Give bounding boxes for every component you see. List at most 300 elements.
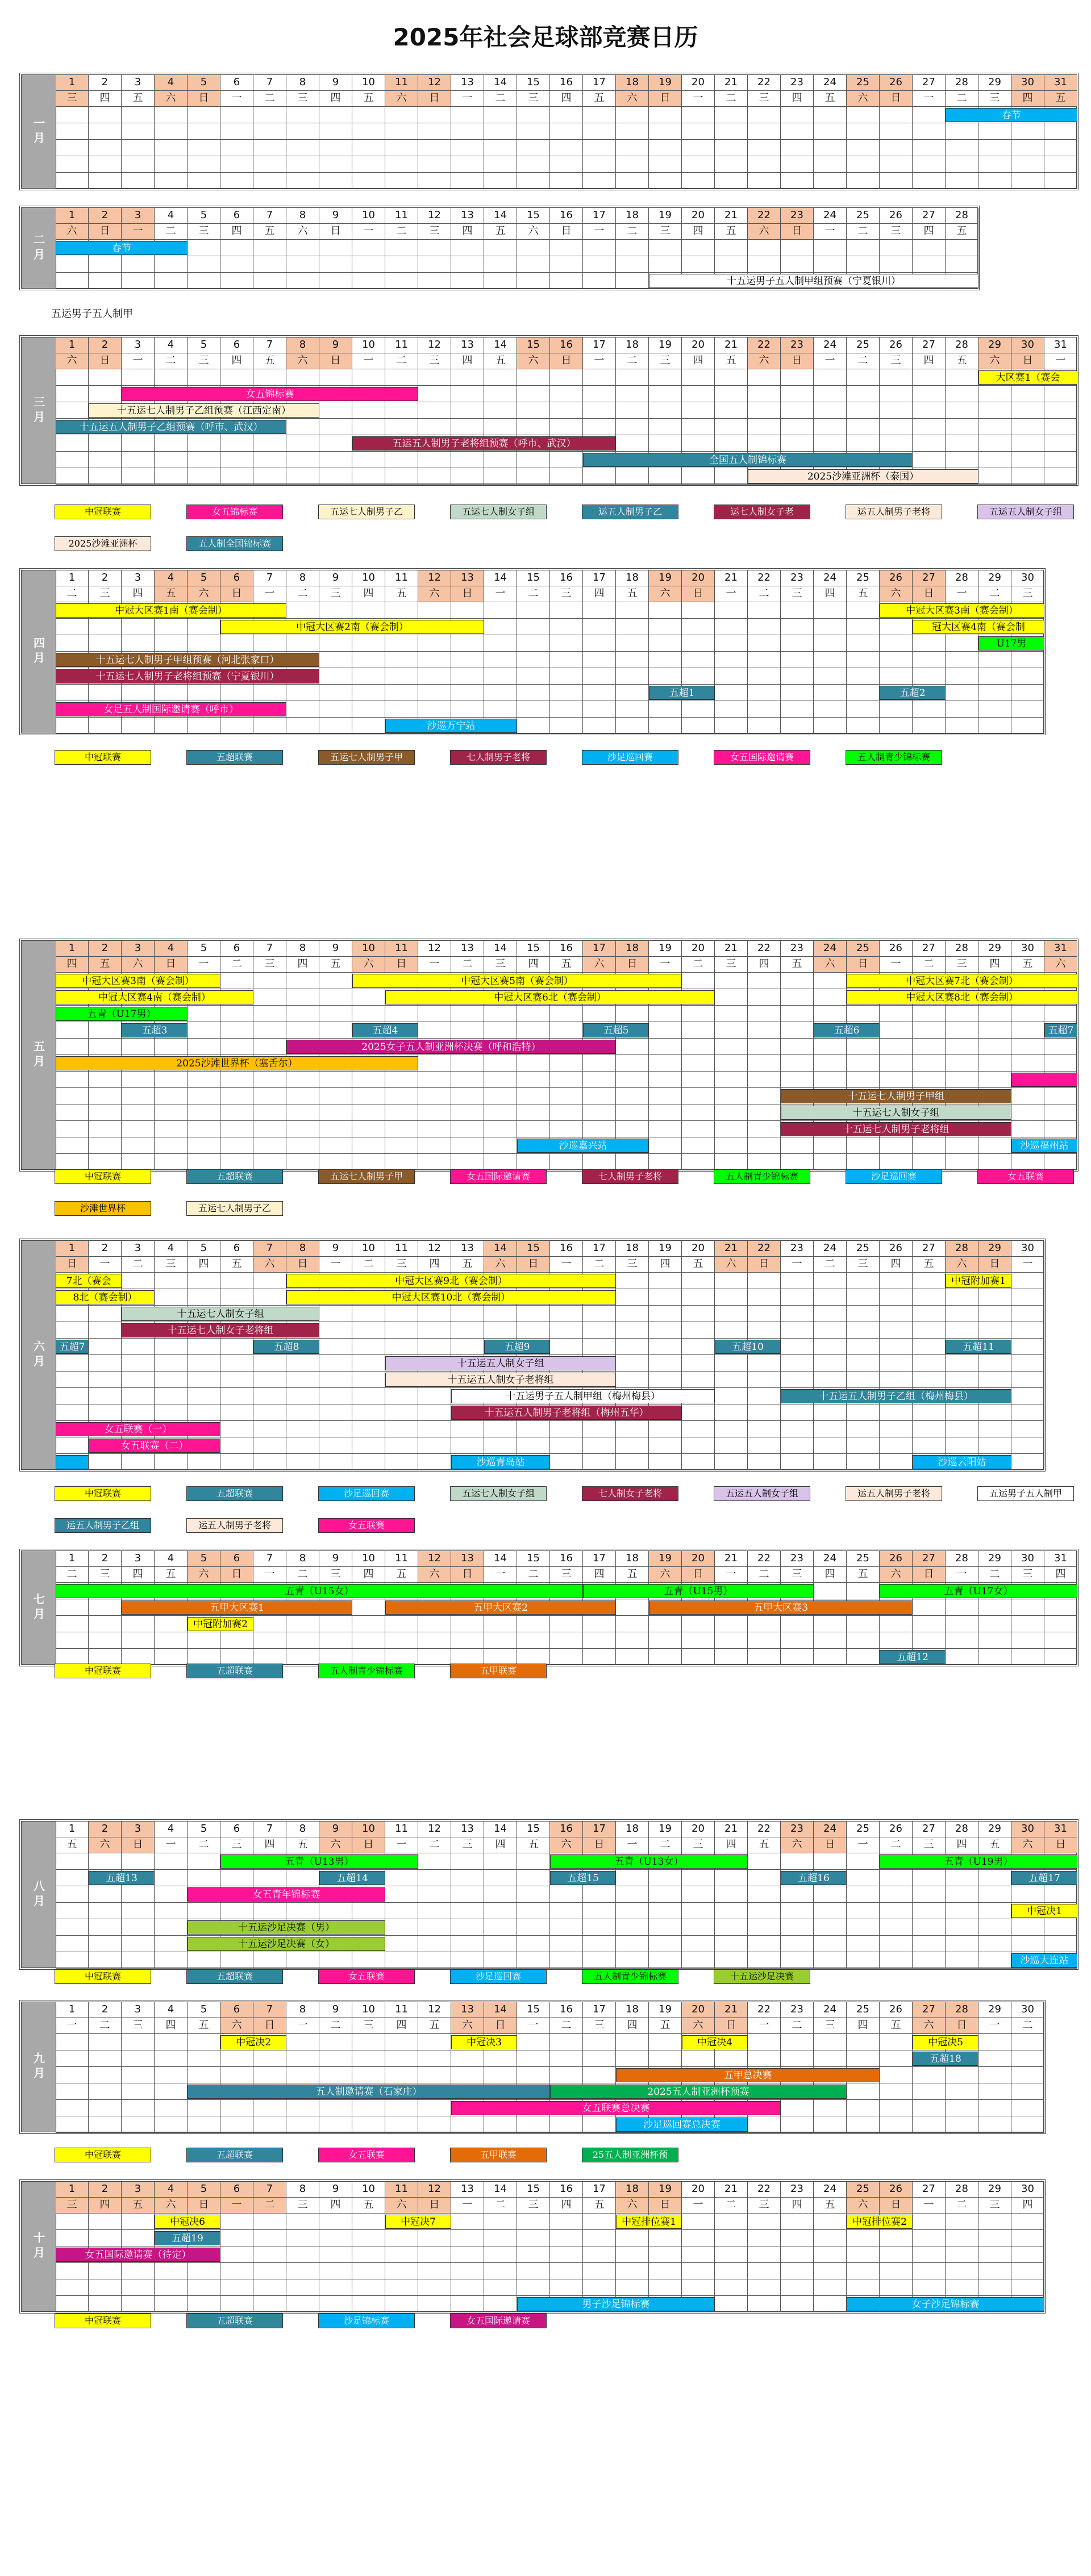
grid-cell (418, 1104, 451, 1121)
event-bar[interactable]: 大区赛1（赛会 (978, 370, 1077, 385)
legend-item: 五运五人制女子组 (977, 505, 1074, 519)
grid-cell (781, 989, 814, 1006)
day-number-cell: 1 (56, 1551, 89, 1567)
event-bar[interactable]: 冠大区赛4南（赛会制 (913, 620, 1044, 634)
event-bar[interactable]: 五超17 (1011, 1871, 1077, 1885)
event-bar[interactable]: 春节 (946, 108, 1077, 122)
grid-cell (781, 419, 814, 435)
event-bar[interactable]: 十五运沙足决赛（女） (188, 1937, 385, 1951)
weekday-cell: 二 (978, 586, 1011, 602)
grid-cell (880, 1404, 913, 1421)
weekday-cell: 六 (319, 1837, 352, 1853)
grid-cell (616, 1104, 649, 1121)
event-bar[interactable]: 五超8 (253, 1340, 319, 1354)
weekday-cell: 四 (517, 957, 550, 973)
grid-cell (253, 635, 286, 652)
grid-cell (418, 2263, 451, 2279)
grid-cell (220, 2050, 253, 2067)
event-bar[interactable]: 中冠决5 (913, 2035, 978, 2049)
grid-cell (847, 1919, 880, 1936)
event-bar[interactable]: 五超7 (1044, 1023, 1077, 1037)
grid-cell (418, 1306, 451, 1322)
month-label (22, 570, 56, 733)
event-bar[interactable]: 沙巡福州站 (1011, 1139, 1077, 1153)
grid-cell (1011, 2034, 1044, 2050)
grid-cell (517, 1022, 550, 1039)
weekday-cell: 四 (319, 2198, 352, 2214)
event-bar[interactable]: 五青（U15男） (583, 1584, 814, 1598)
event-bar[interactable]: 中冠决2 (220, 2035, 286, 2049)
day-number-cell: 28 (946, 2182, 978, 2198)
weekday-cell: 六 (286, 353, 319, 369)
weekday-cell: 四 (847, 2018, 880, 2034)
grid-cell (978, 652, 1011, 668)
grid-cell (122, 1886, 155, 1903)
event-bar[interactable]: 五甲总决赛 (616, 2068, 880, 2082)
event-bar[interactable]: 五超11 (946, 1340, 1011, 1354)
event-bar[interactable]: 中冠大区赛5南（赛会制） (352, 974, 682, 988)
grid-cell (155, 635, 188, 652)
grid-cell (913, 256, 946, 273)
grid-cell (748, 1055, 781, 1072)
grid-cell (220, 2100, 253, 2116)
event-bar[interactable]: 五青（U13女） (550, 1854, 748, 1869)
day-number-cell: 21 (715, 75, 748, 91)
event-bar[interactable]: 沙巡万宁站 (385, 719, 517, 733)
grid-cell (56, 452, 89, 468)
grid-cell (1011, 1454, 1044, 1470)
grid-cell (1011, 435, 1044, 452)
grid-cell (583, 1104, 616, 1121)
event-bar[interactable]: 十五运五人制女子老将组 (385, 1373, 616, 1387)
event-bar[interactable]: 7北（赛会 (56, 1274, 122, 1288)
grid-cell (352, 1632, 385, 1649)
grid-cell (220, 1154, 253, 1170)
event-bar[interactable]: 十五运七人制男子甲组 (781, 1089, 1011, 1103)
weekday-cell: 五 (220, 1257, 253, 1273)
grid-cell (286, 1903, 319, 1919)
event-bar[interactable]: 五超1 (649, 686, 715, 700)
day-number-cell: 3 (122, 1821, 155, 1837)
grid-cell (715, 386, 748, 402)
grid-cell (913, 2263, 946, 2279)
day-number-cell: 21 (715, 570, 748, 586)
event-bar[interactable]: 中冠大区赛3南（赛会制） (880, 603, 1044, 618)
event-bar[interactable]: 2025沙滩世界杯（塞舌尔） (56, 1056, 418, 1070)
event-bar[interactable]: 沙巡云阳站 (913, 1455, 1011, 1469)
grid-cell (89, 1886, 122, 1903)
grid-cell (913, 435, 946, 452)
grid-cell (319, 140, 352, 156)
grid-cell (583, 1437, 616, 1454)
legend-item: 五甲联赛 (450, 2148, 547, 2162)
weekday-cell: 三 (286, 2198, 319, 2214)
event-bar[interactable]: 中冠大区赛2南（赛会制） (220, 620, 484, 634)
grid-cell (352, 1322, 385, 1339)
event-bar[interactable]: 女五联赛总决赛 (451, 2101, 781, 2115)
day-number-cell: 1 (56, 2002, 89, 2018)
grid-cell (550, 1104, 583, 1121)
event-bar[interactable]: 8北（赛会制） (56, 1290, 155, 1304)
event-bar[interactable]: 中冠附加赛1 (946, 1274, 1011, 1288)
grid-cell (385, 2050, 418, 2067)
event-bar[interactable]: 五超12 (880, 1650, 946, 1664)
grid-cell (56, 1853, 89, 1870)
event-bar[interactable]: 五超6 (814, 1023, 880, 1037)
event-bar[interactable] (56, 1455, 89, 1469)
event-bar[interactable]: 春节 (56, 241, 188, 255)
grid-cell (352, 1306, 385, 1322)
grid-cell (978, 1306, 1011, 1322)
grid-cell (715, 2214, 748, 2230)
event-bar[interactable]: 中冠大区赛3南（赛会制） (56, 974, 220, 988)
event-bar[interactable]: 2025女子五人制亚洲杯决赛（呼和浩特） (286, 1040, 616, 1054)
grid-cell (253, 2296, 286, 2312)
grid-cell (781, 1421, 814, 1437)
event-bar[interactable]: 中冠附加赛2 (188, 1617, 253, 1631)
grid-cell (847, 1039, 880, 1055)
event-bar[interactable]: 五青（U17女） (880, 1584, 1077, 1598)
grid-cell (748, 240, 781, 256)
event-bar[interactable]: 沙巡大连站 (1011, 1953, 1077, 1968)
month-label (22, 75, 56, 188)
event-bar[interactable]: 十五运男子五人制甲组预赛（宁夏银川） (649, 274, 978, 288)
grid-cell (781, 1039, 814, 1055)
grid-cell (781, 140, 814, 156)
grid-cell (286, 107, 319, 123)
grid-cell (319, 2050, 352, 2067)
weekday-cell: 六 (649, 586, 682, 602)
day-number-cell: 29 (978, 2182, 1011, 2198)
grid-cell (814, 1886, 847, 1903)
grid-cell (583, 619, 616, 635)
day-number-cell: 7 (253, 2182, 286, 2198)
day-number-cell: 17 (583, 941, 616, 957)
event-bar[interactable]: 五甲大区赛1 (122, 1600, 352, 1615)
event-bar[interactable]: 十五运沙足决赛（男） (188, 1920, 385, 1935)
grid-cell (946, 1289, 978, 1306)
weekday-cell: 一 (122, 224, 155, 240)
grid-cell (978, 1952, 1011, 1969)
event-bar[interactable]: 五超3 (122, 1023, 188, 1037)
grid-cell (56, 1088, 89, 1104)
event-bar[interactable]: 十五运七人制男子老将组预赛（宁夏银川） (56, 669, 319, 683)
day-number-cell: 2 (89, 75, 122, 91)
weekday-cell: 二 (484, 2198, 517, 2214)
event-bar[interactable]: 五甲大区赛3 (649, 1600, 913, 1615)
weekday-cell: 四 (550, 91, 583, 107)
event-bar[interactable]: 中冠决7 (385, 2215, 451, 2229)
event-bar[interactable]: 十五运七人制女子老将组 (122, 1323, 319, 1337)
grid-cell (748, 435, 781, 452)
grid-cell (56, 402, 89, 419)
grid-cell (682, 1055, 715, 1072)
event-bar[interactable] (1011, 1073, 1077, 1087)
weekday-cell: 六 (484, 1257, 517, 1273)
event-bar[interactable]: 十五运五人制男子乙组预赛（呼市、武汉） (56, 420, 286, 434)
grid-cell (583, 156, 616, 173)
event-bar[interactable]: 沙巡青岛站 (451, 1455, 550, 1469)
grid-cell (978, 435, 1011, 452)
event-bar[interactable]: 中冠决1 (1011, 1904, 1077, 1918)
grid-cell (122, 2214, 155, 2230)
grid-cell (550, 369, 583, 386)
weekday-cell: 日 (649, 91, 682, 107)
grid-cell (253, 1154, 286, 1170)
grid-cell (286, 2050, 319, 2067)
weekday-cell: 五 (1044, 91, 1077, 107)
grid-cell (814, 1289, 847, 1306)
grid-cell (253, 1952, 286, 1969)
event-bar[interactable]: 十五运七人制女子组 (122, 1307, 319, 1321)
grid-cell (220, 1072, 253, 1088)
weekday-cell: 一 (89, 1257, 122, 1273)
grid-cell (814, 2296, 847, 2312)
grid-cell (253, 2263, 286, 2279)
grid-cell (1044, 1616, 1077, 1632)
grid-cell (616, 240, 649, 256)
grid-cell (946, 123, 978, 140)
grid-cell (978, 1903, 1011, 1919)
event-bar[interactable]: 女五国际邀请赛（待定） (56, 2248, 220, 2262)
grid-cell (649, 1919, 682, 1936)
grid-cell (385, 2296, 418, 2312)
event-bar[interactable]: 五人制邀请赛（石家庄） (188, 2085, 550, 2099)
weekday-cell: 六 (220, 2018, 253, 2034)
event-bar[interactable]: 中冠决6 (155, 2215, 220, 2229)
event-bar[interactable]: 中冠大区赛10北（赛会制） (286, 1290, 616, 1304)
grid-cell (583, 273, 616, 289)
event-bar[interactable]: 五青（U15女） (56, 1584, 583, 1598)
event-bar[interactable]: 五超15 (550, 1871, 616, 1885)
grid-cell (517, 452, 550, 468)
grid-cell (220, 718, 253, 734)
grid-cell (484, 1104, 517, 1121)
day-number-cell: 2 (89, 1241, 122, 1257)
grid-cell (682, 1289, 715, 1306)
event-bar[interactable]: 五超16 (781, 1871, 847, 1885)
day-number-cell: 29 (978, 1241, 1011, 1257)
day-number-cell: 3 (122, 2182, 155, 2198)
grid-cell (286, 1022, 319, 1039)
event-bar[interactable]: 十五运男子五人制甲组（梅州梅县） (451, 1389, 715, 1403)
grid-cell (56, 1616, 89, 1632)
event-bar[interactable]: 五超7 (56, 1340, 89, 1354)
event-bar[interactable]: 女五青年锦标赛 (188, 1887, 385, 1902)
grid-cell (748, 173, 781, 189)
event-bar[interactable]: 五青（U17男） (56, 1007, 188, 1021)
legend-item: 25五人制亚洲杯预 (582, 2148, 678, 2162)
grid-cell (715, 718, 748, 734)
event-bar[interactable]: 五超10 (715, 1340, 781, 1354)
weekday-cell: 日 (385, 957, 418, 973)
event-bar[interactable]: 中冠排位赛1 (616, 2215, 682, 2229)
day-number-cell: 18 (616, 337, 649, 353)
event-bar[interactable]: 2025沙滩亚洲杯（泰国） (748, 469, 978, 483)
event-bar[interactable]: 中冠大区赛9北（赛会制） (286, 1274, 616, 1288)
day-number-cell: 25 (847, 2002, 880, 2018)
event-bar[interactable]: 2025五人制亚洲杯预赛 (550, 2085, 847, 2099)
weekday-cell: 三 (715, 957, 748, 973)
grid-cell (253, 1006, 286, 1022)
event-bar[interactable]: 五青（U13男） (220, 1854, 418, 1869)
grid-cell (89, 1072, 122, 1088)
event-bar[interactable]: 女五锦标赛 (122, 387, 418, 401)
event-bar[interactable]: 五超19 (155, 2231, 220, 2245)
day-number-cell: 29 (978, 337, 1011, 353)
event-bar[interactable]: 沙足巡回赛总决赛 (616, 2118, 748, 2132)
grid-cell (385, 2034, 418, 2050)
day-number-cell: 27 (913, 75, 946, 91)
legend-item: 沙足巡回赛 (318, 1486, 415, 1501)
grid-cell (319, 1616, 352, 1632)
grid-cell (847, 1454, 880, 1470)
grid-cell (847, 635, 880, 652)
grid-cell (978, 1154, 1011, 1170)
event-bar[interactable]: 中冠大区赛4南（赛会制） (56, 990, 253, 1004)
day-number-cell: 9 (319, 208, 352, 224)
grid-cell (451, 1306, 484, 1322)
grid-cell (56, 685, 89, 701)
grid-cell (781, 1322, 814, 1339)
day-number-cell: 18 (616, 1821, 649, 1837)
event-bar[interactable]: 五超18 (913, 2052, 978, 2066)
event-bar[interactable]: 十五运五人制女子组 (385, 1356, 616, 1370)
grid-cell (89, 1936, 122, 1952)
grid-cell (978, 2050, 1011, 2067)
event-bar[interactable]: 中冠大区赛1南（赛会制） (56, 603, 286, 618)
grid-cell (978, 140, 1011, 156)
grid-cell (352, 1649, 385, 1665)
grid-cell (583, 1903, 616, 1919)
grid-cell (946, 718, 978, 734)
event-bar[interactable]: 十五运七人制男子乙组预赛（江西定南） (89, 403, 319, 418)
event-bar[interactable]: 中冠决4 (682, 2035, 748, 2049)
grid-cell (122, 2116, 155, 2133)
weekday-cell: 二 (56, 1567, 89, 1583)
day-number-cell: 4 (155, 570, 188, 586)
grid-cell (319, 1088, 352, 1104)
grid-cell (188, 1339, 220, 1355)
month-name: 三月 (31, 395, 45, 426)
weekday-cell: 六 (89, 1837, 122, 1853)
grid-cell (56, 1372, 89, 1388)
event-bar[interactable]: 男子沙足锦标赛 (517, 2297, 715, 2311)
weekday-cell: 一 (748, 2018, 781, 2034)
grid-cell (649, 1437, 682, 1454)
event-bar[interactable]: 中冠排位赛2 (847, 2215, 913, 2229)
grid-cell (913, 1599, 946, 1616)
grid-cell (286, 602, 319, 619)
event-bar[interactable]: 五超2 (880, 686, 946, 700)
grid-cell (517, 2050, 550, 2067)
grid-cell (814, 2034, 847, 2050)
event-bar[interactable]: 中冠大区赛6北（赛会制） (385, 990, 715, 1004)
grid-cell (978, 1055, 1011, 1072)
grid-cell (946, 1870, 978, 1886)
grid-cell (418, 2100, 451, 2116)
grid-cell (1011, 156, 1044, 173)
event-bar[interactable]: 女足五人制国际邀请赛（呼市） (56, 702, 286, 716)
event-bar[interactable]: 五超5 (583, 1023, 649, 1037)
grid-cell (616, 123, 649, 140)
grid-cell (155, 273, 188, 289)
grid-cell (616, 1870, 649, 1886)
legend-item: 沙足巡回赛 (846, 1169, 942, 1184)
event-bar[interactable]: 中冠大区赛8北（赛会制） (847, 990, 1077, 1004)
grid-cell (781, 1919, 814, 1936)
event-bar[interactable]: 中冠决3 (451, 2035, 517, 2049)
grid-cell (56, 2263, 89, 2279)
event-bar[interactable]: 十五运七人制男子老将组 (781, 1122, 1011, 1136)
event-bar[interactable]: 女五联赛（一） (56, 1422, 220, 1436)
grid-cell (418, 2296, 451, 2312)
grid-cell (616, 619, 649, 635)
weekday-cell: 五 (583, 2198, 616, 2214)
grid-cell (847, 1072, 880, 1088)
event-bar[interactable]: 五超4 (352, 1023, 418, 1037)
event-bar[interactable]: 中冠大区赛7北（赛会制） (847, 974, 1077, 988)
day-number-cell: 14 (484, 2182, 517, 2198)
day-number-cell: 26 (880, 1551, 913, 1567)
grid-cell (880, 256, 913, 273)
grid-cell (583, 1072, 616, 1088)
event-bar[interactable]: 五超13 (89, 1871, 155, 1885)
grid-cell (319, 1339, 352, 1355)
grid-cell (1011, 1886, 1044, 1903)
event-bar[interactable]: 沙巡嘉兴站 (517, 1139, 649, 1153)
event-bar[interactable]: 五超9 (484, 1340, 550, 1354)
event-bar[interactable]: 女五联赛（二） (89, 1439, 220, 1453)
grid-cell (814, 1421, 847, 1437)
event-bar[interactable]: 五超14 (319, 1871, 385, 1885)
grid-cell (220, 1870, 253, 1886)
legend-item: 运五人制男子老将 (186, 1518, 283, 1533)
grid-cell (352, 452, 385, 468)
event-bar[interactable]: 十五运七人制女子组 (781, 1106, 1011, 1120)
grid-cell (517, 635, 550, 652)
grid-cell (814, 1072, 847, 1088)
grid-cell (814, 685, 847, 701)
event-bar[interactable]: 女子沙足锦标赛 (847, 2297, 1044, 2311)
grid-cell (715, 156, 748, 173)
day-number-cell: 9 (319, 75, 352, 91)
day-number-cell: 3 (122, 941, 155, 957)
grid-cell (286, 718, 319, 734)
grid-cell (847, 652, 880, 668)
event-bar[interactable]: 十五运七人制男子甲组预赛（河北张家口） (56, 653, 319, 667)
grid-cell (484, 2067, 517, 2083)
event-bar[interactable]: 全国五人制锦标赛 (583, 453, 913, 467)
weekday-cell: 一 (913, 91, 946, 107)
event-bar[interactable]: U17男 (978, 636, 1044, 651)
event-bar[interactable]: 五甲大区赛2 (385, 1600, 616, 1615)
weekday-cell: 四 (946, 1837, 978, 1853)
grid-cell (188, 718, 220, 734)
grid-cell (319, 685, 352, 701)
event-bar[interactable]: 十五运五人制男子乙组（梅州梅县） (781, 1389, 1011, 1403)
grid-cell (715, 123, 748, 140)
day-number-cell: 2 (89, 1551, 122, 1567)
event-bar[interactable]: 五青（U19男） (880, 1854, 1077, 1869)
grid-cell (220, 2246, 253, 2263)
event-bar[interactable]: 五运五人制男子老将组预赛（呼市、武汉） (352, 436, 616, 451)
grid-cell (155, 1137, 188, 1154)
grid-cell (352, 701, 385, 718)
month-label (22, 208, 56, 288)
grid-cell (880, 2230, 913, 2246)
event-bar[interactable]: 十五运五人制男子老将组（梅州五华） (451, 1406, 682, 1420)
